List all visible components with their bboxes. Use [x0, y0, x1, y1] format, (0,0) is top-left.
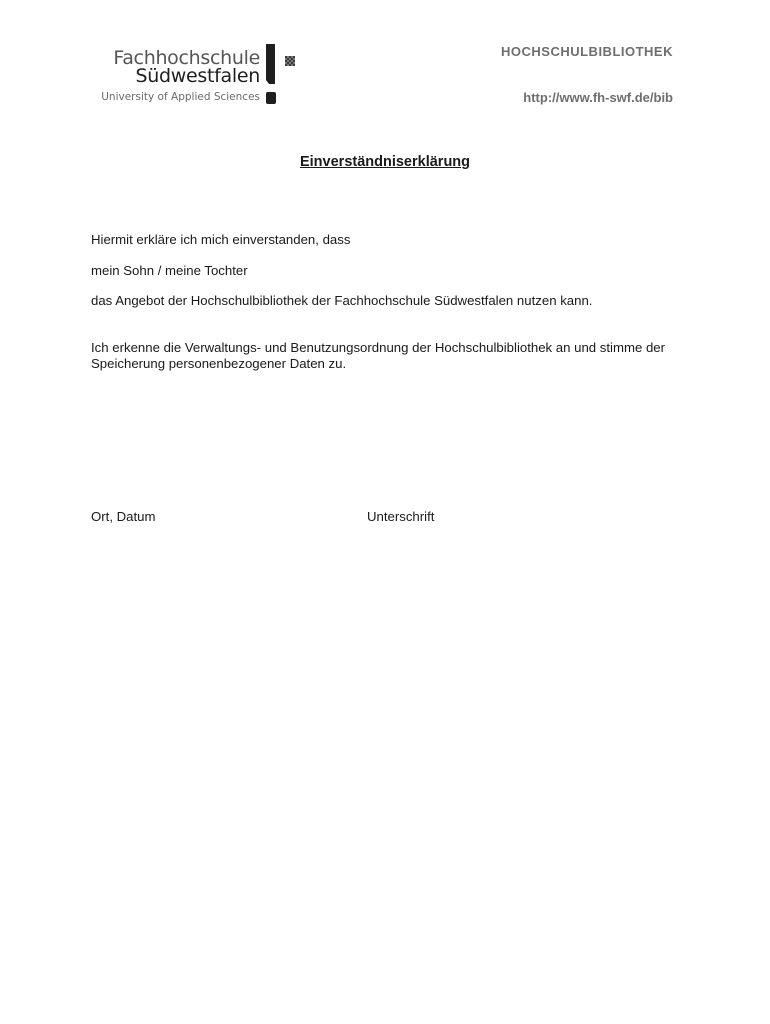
consent-line-2: mein Sohn / meine Tochter — [91, 263, 248, 278]
place-date-label: Ort, Datum — [91, 509, 156, 524]
exclamation-logo-icon — [266, 44, 302, 106]
logo-text-line1: Fachhochschule — [113, 47, 260, 69]
signature-label: Unterschrift — [367, 509, 435, 524]
document-title: Einverständniserklärung — [299, 154, 471, 170]
consent-line-1: Hiermit erkläre ich mich einverstanden, dass — [91, 232, 351, 247]
consent-line-3: das Angebot der Hochschulbibliothek der Fachhochschule Südwestfalen nutzen kann. — [91, 293, 593, 308]
logo-text-line2: Südwestfalen — [135, 65, 260, 87]
library-url-link[interactable]: http://www.fh-swf.de/bib — [523, 90, 673, 105]
library-title: HOCHSCHULBIBLIOTHEK — [501, 44, 673, 59]
logo-text-line3: University of Applied Sciences — [101, 91, 260, 103]
university-logo — [90, 44, 310, 106]
regulations-paragraph: Ich erkenne die Verwaltungs- und Benutzungsordnung der Hochschulbibliothek an und stimme der Speicherung personenbezogener Daten zu. — [91, 340, 666, 371]
